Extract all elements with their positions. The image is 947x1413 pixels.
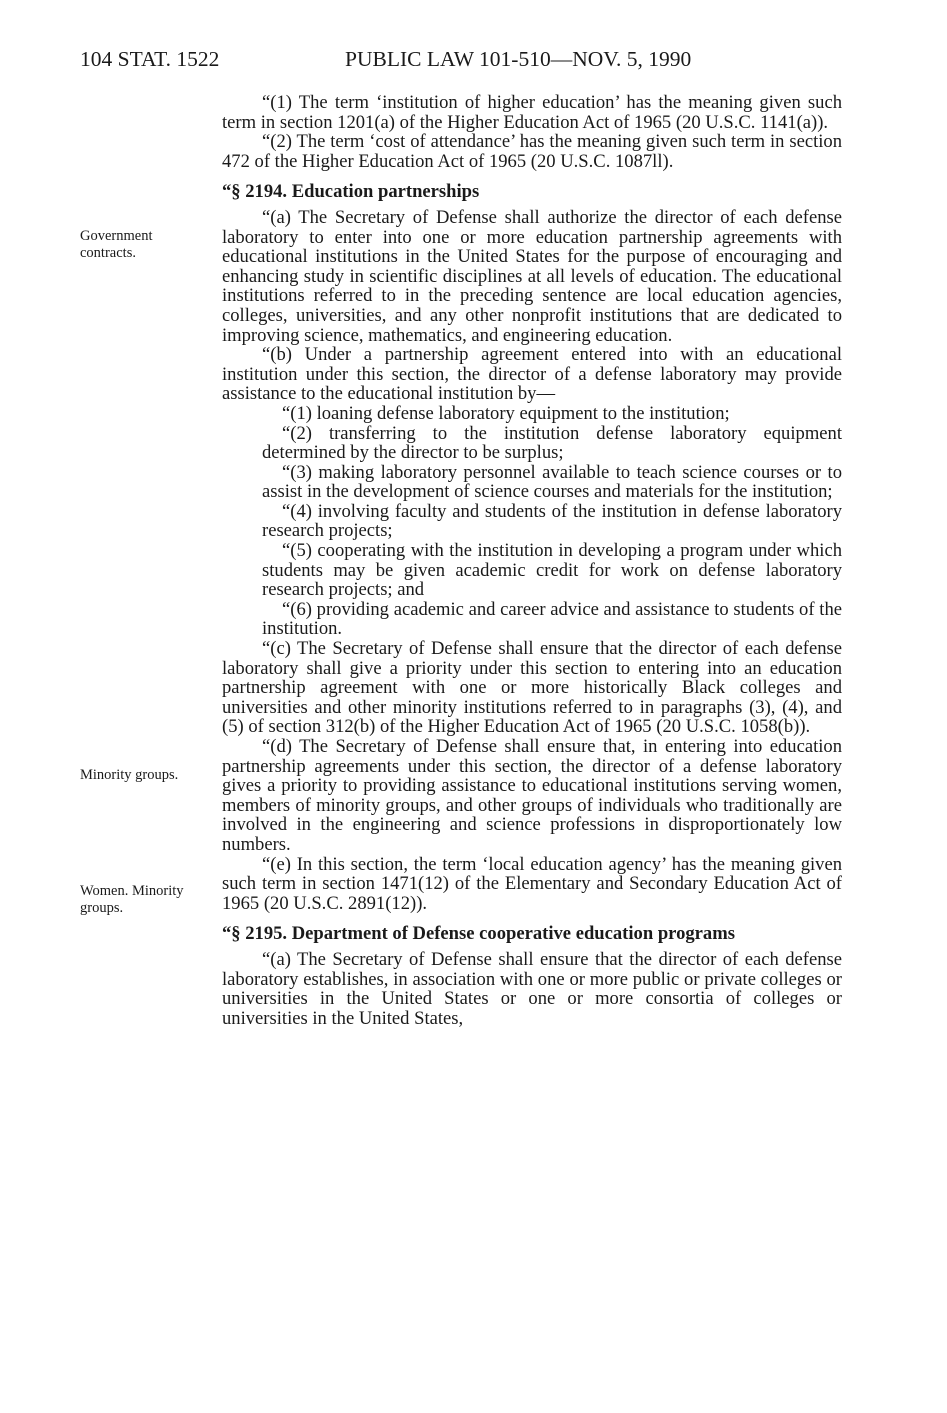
body-text <box>222 93 842 1028</box>
definition-paragraph: “(1) The term ‘institution of higher education’ has the meaning given such term in section 1201(a) of the Higher Education Act of 1965 (20 U.S.C. 1141(a)). <box>222 92 842 133</box>
list-item: “(1) loaning defense laboratory equipment to the institution; <box>282 402 730 424</box>
list-item: “(6) providing academic and career advice and assistance to students of the institution. <box>262 598 842 640</box>
page-header <box>80 44 840 74</box>
running-head: PUBLIC LAW 101-510—NOV. 5, 1990 <box>345 47 692 71</box>
section-heading: “§ 2195. Department of Defense cooperative education programs <box>222 923 735 945</box>
page-number: 104 STAT. 1522 <box>80 47 220 71</box>
subsection-paragraph: “(a) The Secretary of Defense shall authorize the director of each defense laboratory to enter into one or more education partnership agreements with educational institutions in the United States for the purpose of encouraging and enhancing study in scientific disciplines at all levels of education. The educational institutions referred to in the preceding sentence are local education agencies, colleges, universities, and any other nonprofit institutions that are dedicated to improving science, mathematics, and engineering education. <box>222 206 842 346</box>
margin-note-government-contracts: Government contracts. <box>80 228 153 261</box>
margin-note-women-minority: Women. Minority groups. <box>80 883 184 916</box>
list-item: “(5) cooperating with the institution in developing a program under which students may be given academic credit for work on defense laboratory research projects; and <box>262 540 842 601</box>
list-item: “(4) involving faculty and students of the institution in defense laboratory research projects; <box>262 500 842 542</box>
definition-paragraph: “(2) The term ‘cost of attendance’ has the meaning given such term in section 472 of the Higher Education Act of 1965 (20 U.S.C. 1087ll). <box>222 131 842 172</box>
list-item: “(2) transferring to the institution defense laboratory equipment determined by the director to be surplus; <box>262 422 842 464</box>
subsection-paragraph: “(c) The Secretary of Defense shall ensure that the director of each defense laboratory shall give a priority under this section to entering into an education partnership agreement with one or more historically Black colleges and universities and other minority institutions referred to in paragraphs (3), (4), and (5) of section 312(b) of the Higher Education Act of 1965 (20 U.S.C. 1058(b)). <box>222 638 842 738</box>
subsection-paragraph: “(a) The Secretary of Defense shall ensure that the director of each defense laboratory establishes, in association with one or more public or private colleges or universities in the United States or one or more consortia of colleges or universities in the United States, <box>222 948 842 1029</box>
subsection-paragraph: “(d) The Secretary of Defense shall ensure that, in entering into education partnership agreements under this section, the director of a defense laboratory gives a priority to providing assistance to educational institutions serving women, members of minority groups, and other groups of individuals who traditionally are involved in the engineering and science professions in disproportionately low numbers. <box>222 736 842 855</box>
subsection-paragraph: “(b) Under a partnership agreement entered into with an educational institution under this section, the director of a defense laboratory may provide assistance to the educational institution by— <box>222 344 842 405</box>
list-item: “(3) making laboratory personnel available to teach science courses or to assist in the development of science courses and materials for the institution; <box>262 461 842 503</box>
subsection-paragraph: “(e) In this section, the term ‘local education agency’ has the meaning given such term in section 1471(12) of the Elementary and Secondary Education Act of 1965 (20 U.S.C. 2891(12)). <box>222 853 842 914</box>
section-heading: “§ 2194. Education partnerships <box>222 181 480 203</box>
margin-note-minority-groups: Minority groups. <box>80 767 179 783</box>
